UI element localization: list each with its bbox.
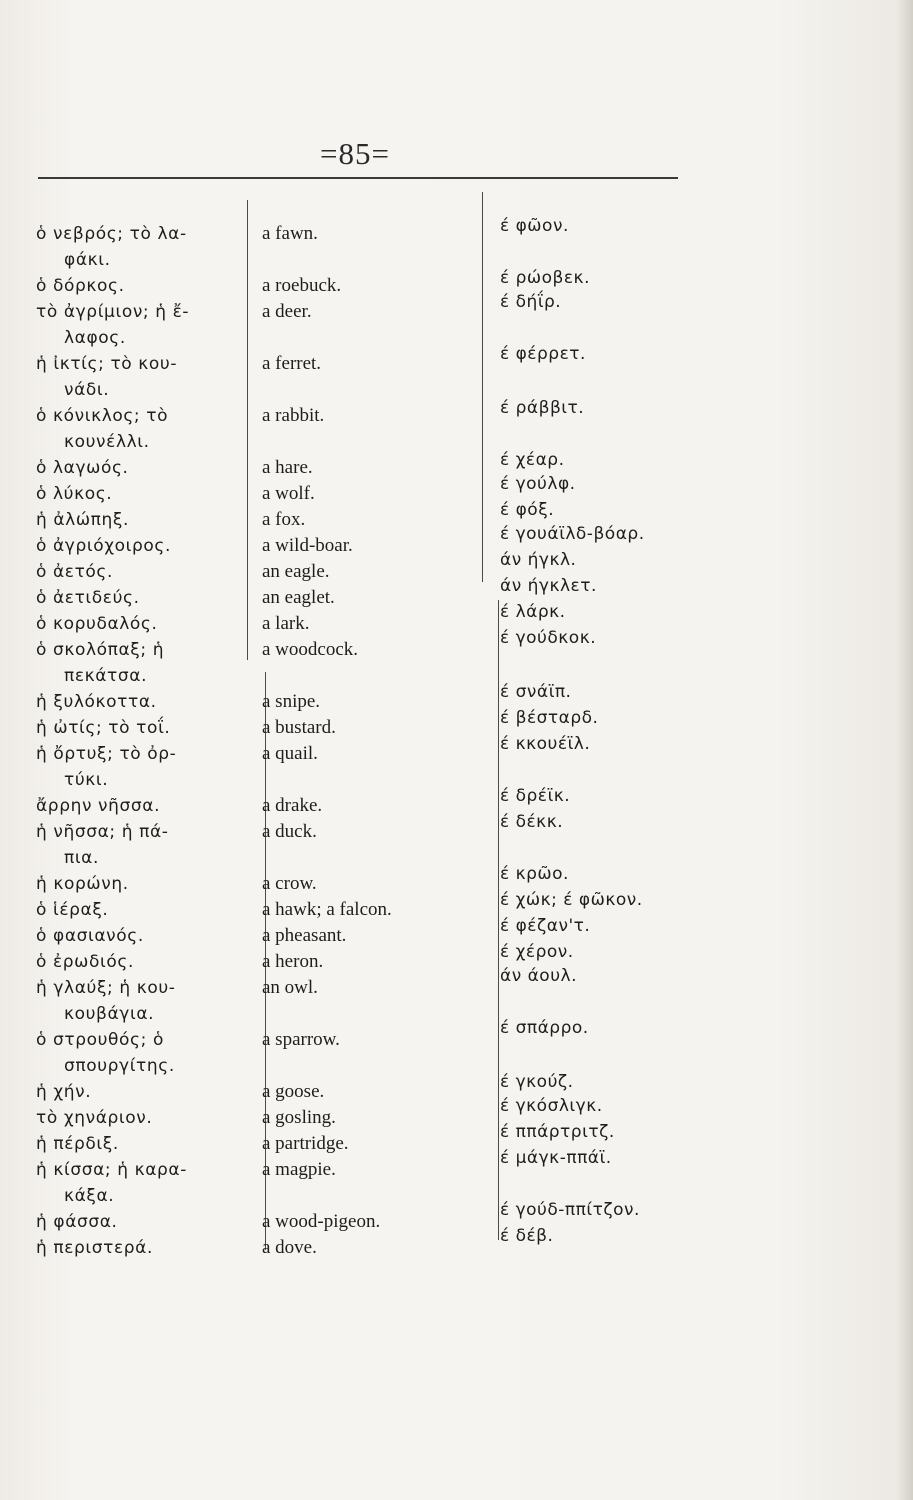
english-entry: a fox. xyxy=(262,509,306,530)
pronunciation-entry: έ ράββιτ. xyxy=(500,398,585,418)
english-entry: a rabbit. xyxy=(262,405,325,426)
english-entry: a hare. xyxy=(262,457,313,478)
greek-entry: ἡ φάσσα. xyxy=(36,1212,118,1232)
pronunciation-entry: έ σνάϊπ. xyxy=(500,682,572,702)
greek-entry: ἡ ξυλόκοττα. xyxy=(36,692,157,712)
pronunciation-entry: άν ήγκλετ. xyxy=(500,576,597,596)
pronunciation-entry: άν άουλ. xyxy=(500,966,578,986)
greek-entry: ὁ νεβρός; τὸ λα- φάκι. xyxy=(36,224,187,270)
english-entry: a drake. xyxy=(262,795,323,816)
greek-entry: ὁ ἐρωδιός. xyxy=(36,952,134,972)
pronunciation-entry: έ φόξ. xyxy=(500,500,555,520)
greek-entry: ἡ πέρδιξ. xyxy=(36,1134,119,1154)
greek-entry: ὁ ἀετός. xyxy=(36,562,114,582)
english-entry: a deer. xyxy=(262,301,312,322)
english-entry: a gosling. xyxy=(262,1107,336,1128)
greek-entry: ὁ σκολόπαξ; ἡ πεκάτσα. xyxy=(36,640,165,686)
pronunciation-entry: έ γκούζ. xyxy=(500,1072,574,1092)
english-entry: a magpie. xyxy=(262,1159,336,1180)
english-entry: a bustard. xyxy=(262,717,336,738)
greek-entry: τὸ χηνάριον. xyxy=(36,1108,153,1128)
english-entry: a ferret. xyxy=(262,353,322,374)
english-entry: a heron. xyxy=(262,951,324,972)
greek-entry: ὁ ἀετιδεύς. xyxy=(36,588,140,608)
pronunciation-entry: έ ππάρτριτζ. xyxy=(500,1122,615,1142)
english-entry: a snipe. xyxy=(262,691,321,712)
english-entry: a quail. xyxy=(262,743,318,764)
greek-entry: ἡ περιστερά. xyxy=(36,1238,153,1258)
pronunciation-entry: άν ήγκλ. xyxy=(500,550,577,570)
greek-entry: ἡ ὠτίς; τὸ τοΐ. xyxy=(36,718,171,738)
english-entry: a woodcock. xyxy=(262,639,359,660)
pronunciation-entry: έ φῶον. xyxy=(500,216,569,236)
greek-entry: ἡ γλαύξ; ἡ κου- κουβάγια. xyxy=(36,978,176,1024)
pronunciation-entry: έ φέρρετ. xyxy=(500,344,586,364)
pronunciation-entry: έ χέαρ. xyxy=(500,450,565,470)
english-entry: a wild-boar. xyxy=(262,535,353,556)
english-entry: a duck. xyxy=(262,821,317,842)
english-entry: a dove. xyxy=(262,1237,317,1258)
header-rule xyxy=(38,177,678,179)
greek-entry: ἡ κορώνη. xyxy=(36,874,129,894)
greek-entry: ἡ ἀλώπηξ. xyxy=(36,510,129,530)
pronunciation-entry: έ γούλφ. xyxy=(500,474,576,494)
english-entry: a hawk; a falcon. xyxy=(262,899,392,920)
pronunciation-entry: έ δέβ. xyxy=(500,1226,554,1246)
greek-entry: ἡ κίσσα; ἡ καρα- κάξα. xyxy=(36,1160,187,1206)
greek-entry: ἡ χήν. xyxy=(36,1082,92,1102)
column-divider-right xyxy=(498,600,499,1240)
pronunciation-entry: έ χώκ; έ φῶκον. xyxy=(500,890,643,910)
english-entry: a crow. xyxy=(262,873,317,894)
greek-entry: ὁ στρουθός; ὁ σπουργίτης. xyxy=(36,1030,175,1076)
pronunciation-entry: έ κρῶο. xyxy=(500,864,569,884)
greek-entry: ὁ φασιανός. xyxy=(36,926,144,946)
greek-entry: ἡ ἰκτίς; τὸ κου- νάδι. xyxy=(36,354,178,400)
english-entry: a pheasant. xyxy=(262,925,347,946)
english-entry: a wolf. xyxy=(262,483,315,504)
greek-entry: ὁ κόνικλος; τὸ κουνέλλι. xyxy=(36,406,169,452)
pronunciation-entry: έ φέζαν'τ. xyxy=(500,916,591,936)
pronunciation-entry: έ λάρκ. xyxy=(500,602,566,622)
pronunciation-entry: έ βέσταρδ. xyxy=(500,708,599,728)
english-entry: a lark. xyxy=(262,613,310,634)
greek-entry: ὁ ἀγριόχοιρος. xyxy=(36,536,171,556)
english-entry: a goose. xyxy=(262,1081,325,1102)
greek-entry: ὁ δόρκος. xyxy=(36,276,125,296)
column-divider-right xyxy=(482,192,483,582)
greek-entry: ἡ ὄρτυξ; τὸ ὀρ- τύκι. xyxy=(36,744,177,790)
column-divider-left xyxy=(247,200,248,660)
english-entry: a fawn. xyxy=(262,223,318,244)
pronunciation-entry: έ γουάϊλδ-βόαρ. xyxy=(500,524,645,544)
english-entry: a roebuck. xyxy=(262,275,342,296)
pronunciation-entry: έ κκουέϊλ. xyxy=(500,734,591,754)
greek-entry: ἄρρην νῆσσα. xyxy=(36,796,161,816)
page-edge-shadow xyxy=(897,0,913,1500)
pronunciation-entry: έ μάγκ-ππάϊ. xyxy=(500,1148,612,1168)
greek-entry: ἡ νῆσσα; ἡ πά- πια. xyxy=(36,822,169,868)
english-entry: a partridge. xyxy=(262,1133,349,1154)
english-entry: a sparrow. xyxy=(262,1029,340,1050)
english-entry: an eaglet. xyxy=(262,587,335,608)
pronunciation-entry: έ ρώοβεκ. xyxy=(500,268,590,288)
pronunciation-entry: έ δέκκ. xyxy=(500,812,564,832)
pronunciation-entry: έ γκόσλιγκ. xyxy=(500,1096,603,1116)
greek-entry: ὁ ἱέραξ. xyxy=(36,900,109,920)
pronunciation-entry: έ σπάρρο. xyxy=(500,1018,589,1038)
greek-entry: ὁ λαγωός. xyxy=(36,458,129,478)
english-entry: an eagle. xyxy=(262,561,330,582)
pronunciation-entry: έ γούδ-ππίτζον. xyxy=(500,1200,640,1220)
page-number: =85= xyxy=(320,136,390,171)
pronunciation-entry: έ δρέϊκ. xyxy=(500,786,571,806)
pronunciation-entry: έ χέρον. xyxy=(500,942,574,962)
pronunciation-entry: έ γούδκοκ. xyxy=(500,628,597,648)
english-entry: a wood-pigeon. xyxy=(262,1211,381,1232)
greek-entry: ὁ κορυδαλός. xyxy=(36,614,158,634)
pronunciation-entry: έ δήΐρ. xyxy=(500,292,562,312)
greek-entry: τὸ ἀγρίμιον; ἡ ἔ- λαφος. xyxy=(36,302,190,348)
greek-entry: ὁ λύκος. xyxy=(36,484,113,504)
english-entry: an owl. xyxy=(262,977,318,998)
